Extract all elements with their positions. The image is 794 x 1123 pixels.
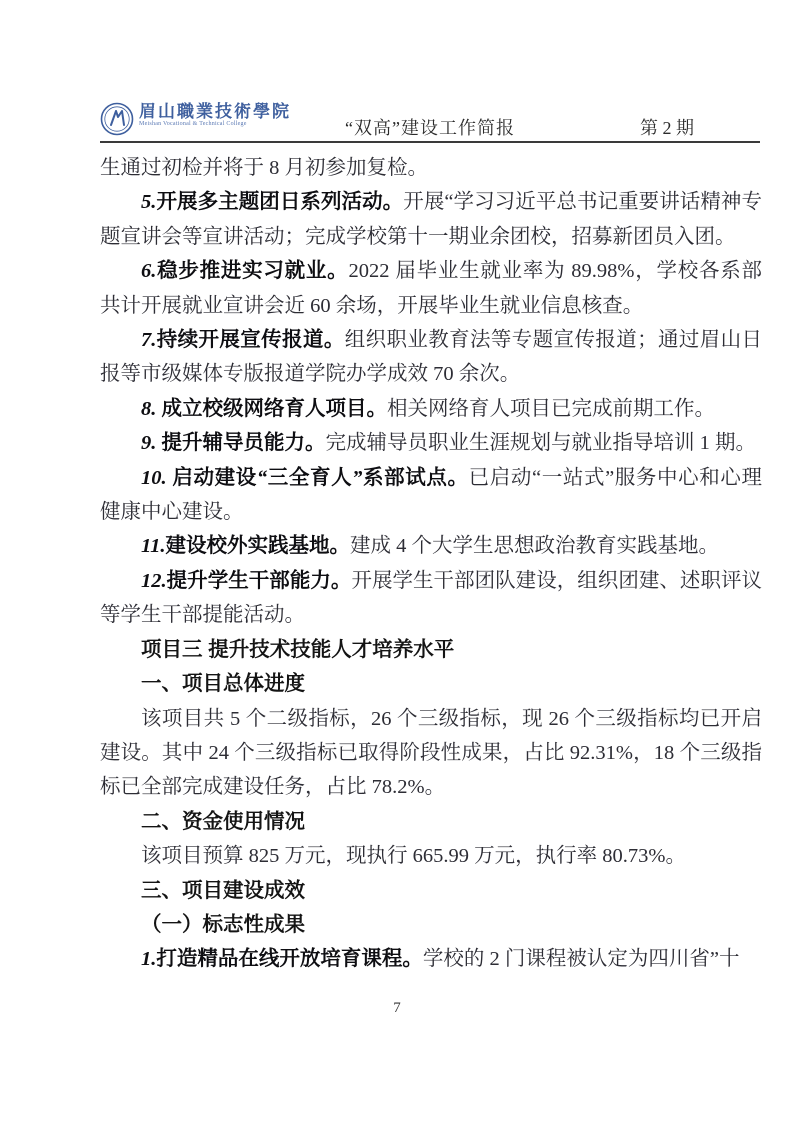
section-heading: 二、资金使用情况	[141, 809, 305, 833]
item-lead: 8. 成立校级网络育人项目。	[141, 397, 387, 420]
page-header	[100, 102, 760, 140]
item-lead: 1.打造精品在线开放培育课程。	[141, 948, 423, 971]
item-lead: 9. 提升辅导员能力。	[141, 432, 326, 455]
item-lead: 7.持续开展宣传报道。	[141, 329, 345, 352]
paragraph: 8. 成立校级网络育人项目。相关网络育人项目已完成前期工作。	[141, 397, 715, 420]
header-divider	[100, 141, 760, 143]
section-heading: 一、项目总体进度	[141, 672, 305, 696]
item-lead: 11.建设校外实践基地。	[141, 535, 350, 558]
item-lead: 12.提升学生干部能力。	[141, 569, 352, 592]
section-heading: （一）标志性成果	[141, 912, 305, 936]
issue-number: 第 2 期	[640, 118, 694, 138]
school-name-zh: 眉山職業技術學院	[139, 102, 291, 121]
bulletin-title: “双高”建设工作简报	[345, 118, 515, 138]
section-heading: 三、项目建设成效	[141, 878, 305, 902]
paragraph: 10. 启动建设“三全育人”系部试点。已启动“一站式”服务中心和心理健康中心建设。	[100, 466, 763, 524]
paragraph: 9. 提升辅导员能力。完成辅导员职业生涯规划与就业指导培训 1 期。	[141, 432, 756, 455]
page-number: 7	[393, 1000, 401, 1016]
paragraph: 6.稳步推进实习就业。2022 届毕业生就业率为 89.98%，学校各系部共计开展就业宣讲会近 60 余场，开展毕业生就业信息核查。	[100, 260, 763, 317]
section-heading: 项目三 提升技术技能人才培养水平	[141, 637, 455, 661]
paragraph: 7.持续开展宣传报道。组织职业教育法等专题宣传报道；通过眉山日报等市级媒体专版报道学院办学成效 70 余次。	[100, 329, 763, 386]
paragraph: 5.开展多主题团日系列活动。开展“学习习近平总书记重要讲话精神专题宣讲会等宣讲活动；完成学校第十一期业余团校，招募新团员入团。	[100, 191, 762, 248]
paragraph: 该项目预算 825 万元，现执行 665.99 万元，执行率 80.73%。	[141, 845, 686, 868]
paragraph: 11.建设校外实践基地。建成 4 个大学生思想政治教育实践基地。	[141, 535, 719, 558]
paragraph: 1.打造精品在线开放培育课程。学校的 2 门课程被认定为四川省”十	[141, 948, 740, 971]
document-body	[100, 151, 762, 977]
paragraph: 12.提升学生干部能力。开展学生干部团队建设，组织团建、述职评议等学生干部提能活动。	[100, 569, 763, 627]
page-footer	[0, 1000, 794, 1017]
item-lead: 5.开展多主题团日系列活动。	[141, 191, 404, 214]
paragraph: 该项目共 5 个二级指标，26 个三级指标，现 26 个三级指标均已开启建设。其中 24 个三级指标已取得阶段性成果，占比 92.31%，18 个三级指标已全部完成建设任务，占比 78.2%。	[100, 707, 762, 799]
item-lead: 6.稳步推进实习就业。	[141, 260, 349, 283]
item-lead: 10. 启动建设“三全育人”系部试点。	[141, 466, 469, 489]
paragraph: 生通过初检并将于 8 月初参加复检。	[100, 157, 428, 179]
school-name-en: Meishan Vocational & Technical College	[139, 120, 247, 127]
